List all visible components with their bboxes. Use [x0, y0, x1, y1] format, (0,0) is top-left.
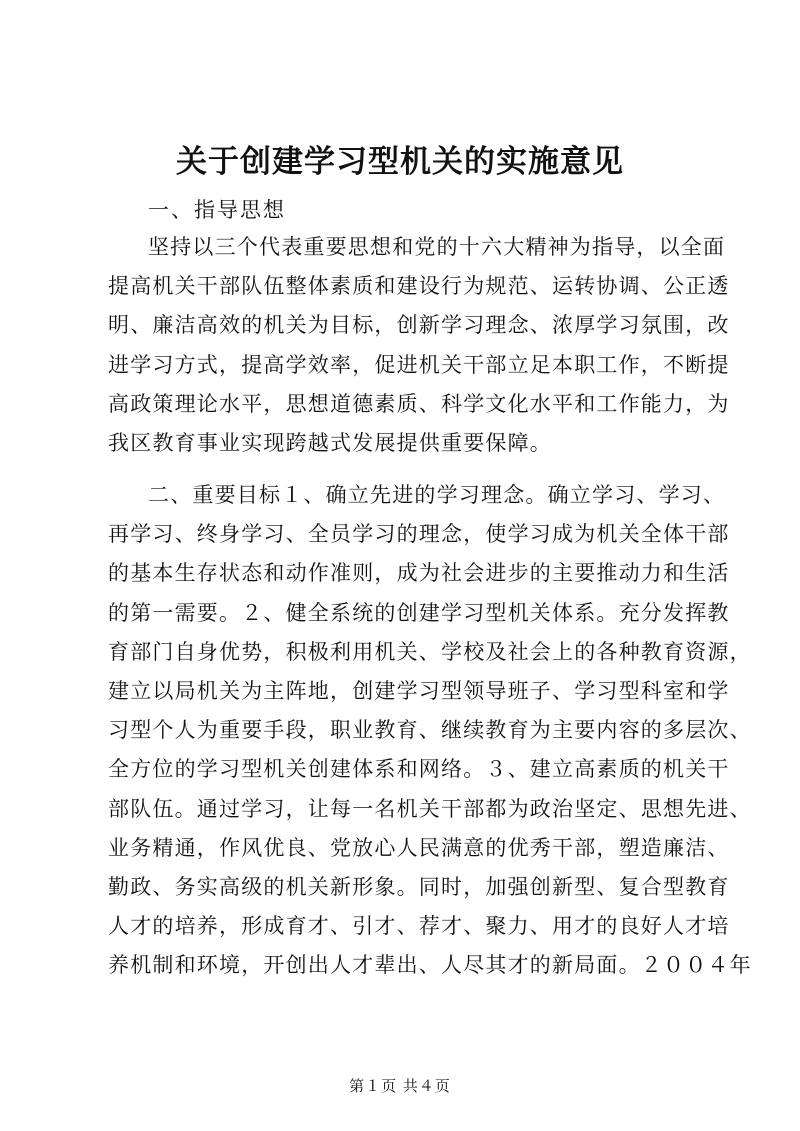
paragraph-line: 提高机关干部队伍整体素质和建设行为规范、运转协调、公正透 [108, 274, 730, 299]
paragraph-line: 再学习、终身学习、全员学习的理念，使学习成为机关全体干部 [108, 522, 730, 547]
paragraph-line: 全方位的学习型机关创建体系和网络。３、建立高素质的机关干 [108, 757, 730, 782]
paragraph-line: 人才的培养，形成育才、引才、荐才、聚力、用才的良好人才培 [108, 914, 730, 939]
paragraph-line: 高政策理论水平，思想道德素质、科学文化水平和工作能力，为 [108, 391, 730, 416]
paragraph-line: 的第一需要。２、健全系统的创建学习型机关体系。充分发挥教 [108, 600, 730, 625]
paragraph-line: 业务精通，作风优良、党放心人民满意的优秀干部，塑造廉洁、 [108, 835, 730, 860]
paragraph-line: 部队伍。通过学习，让每一名机关干部都为政治坚定、思想先进、 [108, 796, 752, 821]
paragraph-line: 明、廉洁高效的机关为目标，创新学习理念、浓厚学习氛围，改 [108, 313, 730, 338]
paragraph-line: 的基本生存状态和动作准则，成为社会进步的主要推动力和生活 [108, 561, 730, 586]
paragraph-line: 养机制和环境，开创出人才辈出、人尽其才的新局面。２００４年 [108, 953, 752, 978]
paragraph-line: 我区教育事业实现跨越式发展提供重要保障。 [108, 431, 552, 456]
paragraph-line: 育部门自身优势，积极利用机关、学校及社会上的各种教育资源， [108, 639, 752, 664]
page-number-footer: 第１页 共４页 [349, 1077, 451, 1095]
paragraph-line: 建立以局机关为主阵地，创建学习型领导班子、学习型科室和学 [108, 679, 730, 704]
paragraph-line: 二、重要目标１、确立先进的学习理念。确立学习、学习、 [148, 483, 726, 507]
section-heading-guiding-ideology: 一、指导思想 [148, 198, 286, 222]
paragraph-guiding-ideology [108, 228, 730, 463]
document-title: 关于创建学习型机关的实施意见 [176, 144, 624, 180]
paragraph-line: 坚持以三个代表重要思想和党的十六大精神为指导，以全面 [148, 235, 726, 259]
paragraph-line: 习型个人为重要手段，职业教育、继续教育为主要内容的多层次、 [108, 718, 752, 743]
paragraph-important-goals [108, 476, 752, 986]
paragraph-line: 进学习方式，提高学效率，促进机关干部立足本职工作，不断提 [108, 352, 730, 377]
paragraph-line: 勤政、务实高级的机关新形象。同时，加强创新型、复合型教育 [108, 875, 730, 900]
